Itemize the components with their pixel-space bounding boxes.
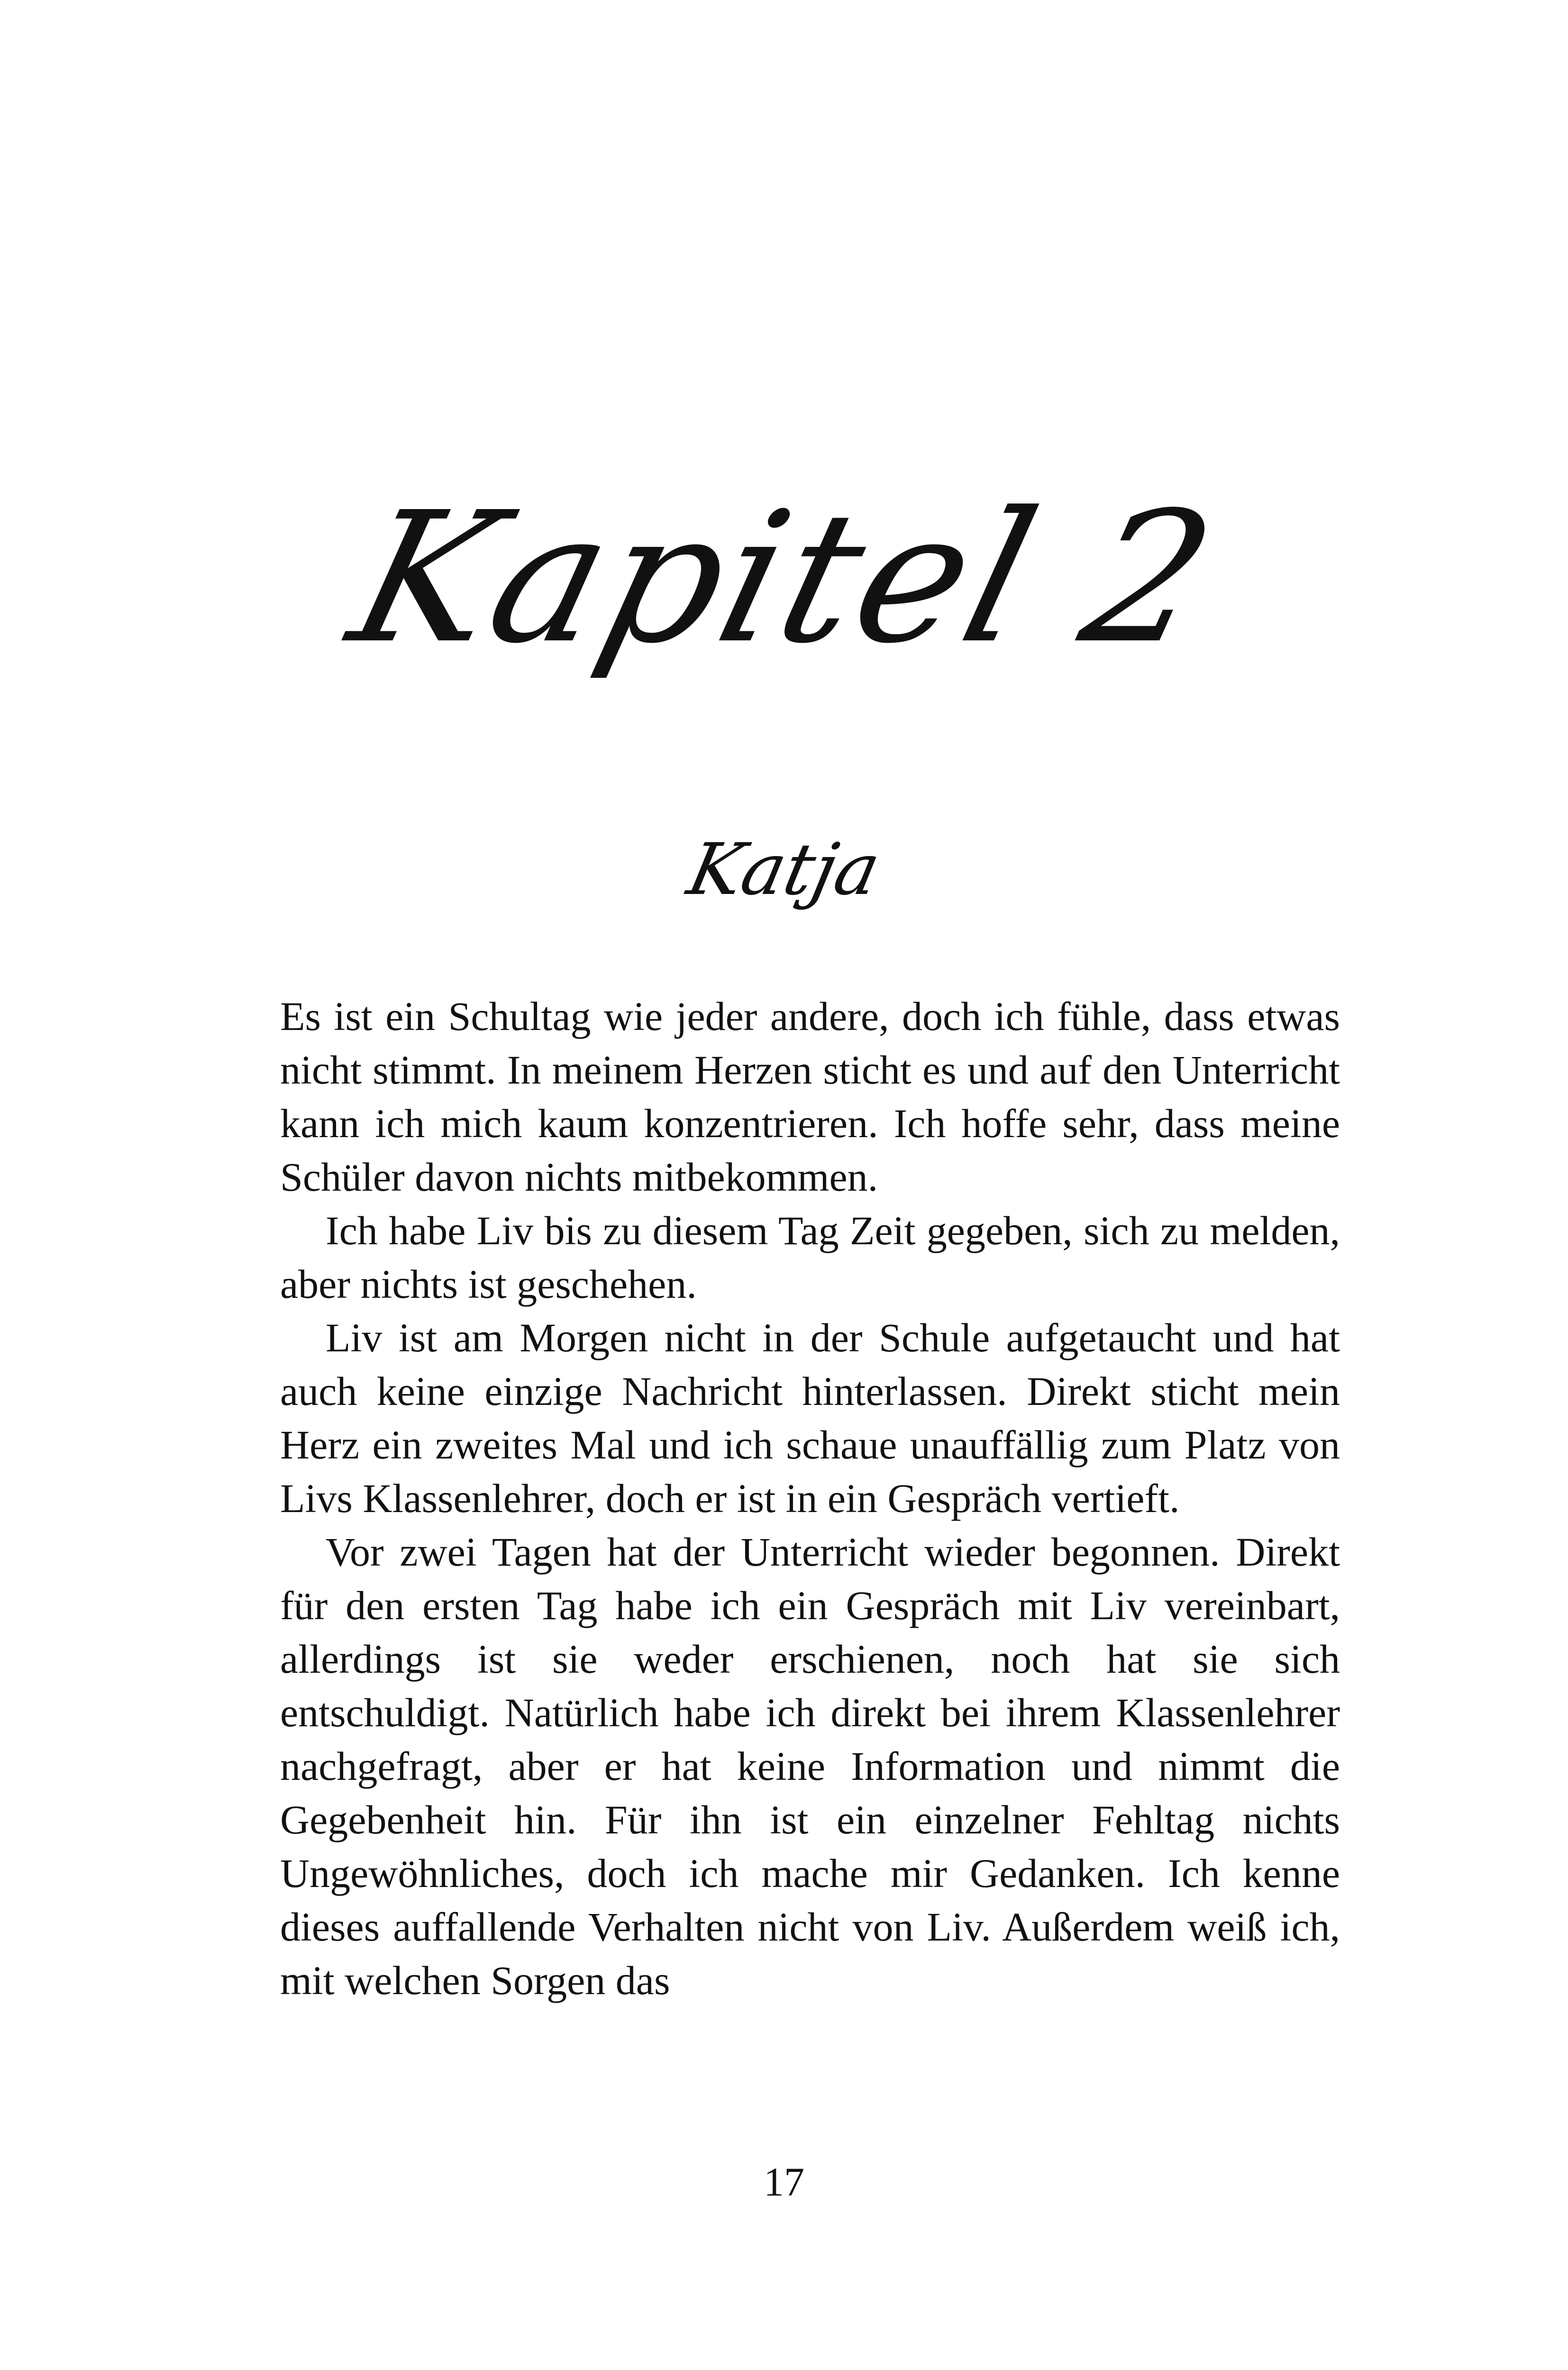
paragraph: Es ist ein Schultag wie jeder andere, doch ich fühle, dass etwas nicht stimmt. In meinem Herzen sticht es und auf den Unterricht kann ich mich kaum konzentrieren. Ich hoffe sehr, dass meine Schüler davon nichts mitbekommen. [280, 994, 1340, 1200]
chapter-title: Kapitel 2 [333, 473, 1235, 683]
paragraph: Ich habe Liv bis zu diesem Tag Zeit gegeben, sich zu melden, aber nichts ist geschehen. [280, 1208, 1340, 1307]
chapter-subtitle: Katja [681, 829, 887, 911]
body-text [280, 990, 1340, 2007]
page-number: 17 [764, 2159, 804, 2205]
paragraph: Vor zwei Tagen hat der Unterricht wieder begonnen. Direkt für den ersten Tag habe ich ein Gespräch mit Liv vereinbart, allerdings ist sie weder erschienen, noch hat sie sich entschuldigt. Natürlich habe ich direkt bei ihrem Klassenlehrer nachgefragt, aber er hat keine Information und nimmt die Gegebenheit hin. Für ihn ist ein einzelner Fehltag nichts Ungewöhnliches, doch ich mache mir Gedanken. Ich kenne dieses auffallende Verhalten nicht von Liv. Außerdem weiß ich, mit welchen Sorgen das [280, 1529, 1340, 2003]
paragraph: Liv ist am Morgen nicht in der Schule aufgetaucht und hat auch keine einzige Nachricht hinterlassen. Direkt sticht mein Herz ein zweites Mal und ich schaue unauffällig zum Platz von Livs Klassenlehrer, doch er ist in ein Gespräch vertieft. [280, 1315, 1340, 1521]
